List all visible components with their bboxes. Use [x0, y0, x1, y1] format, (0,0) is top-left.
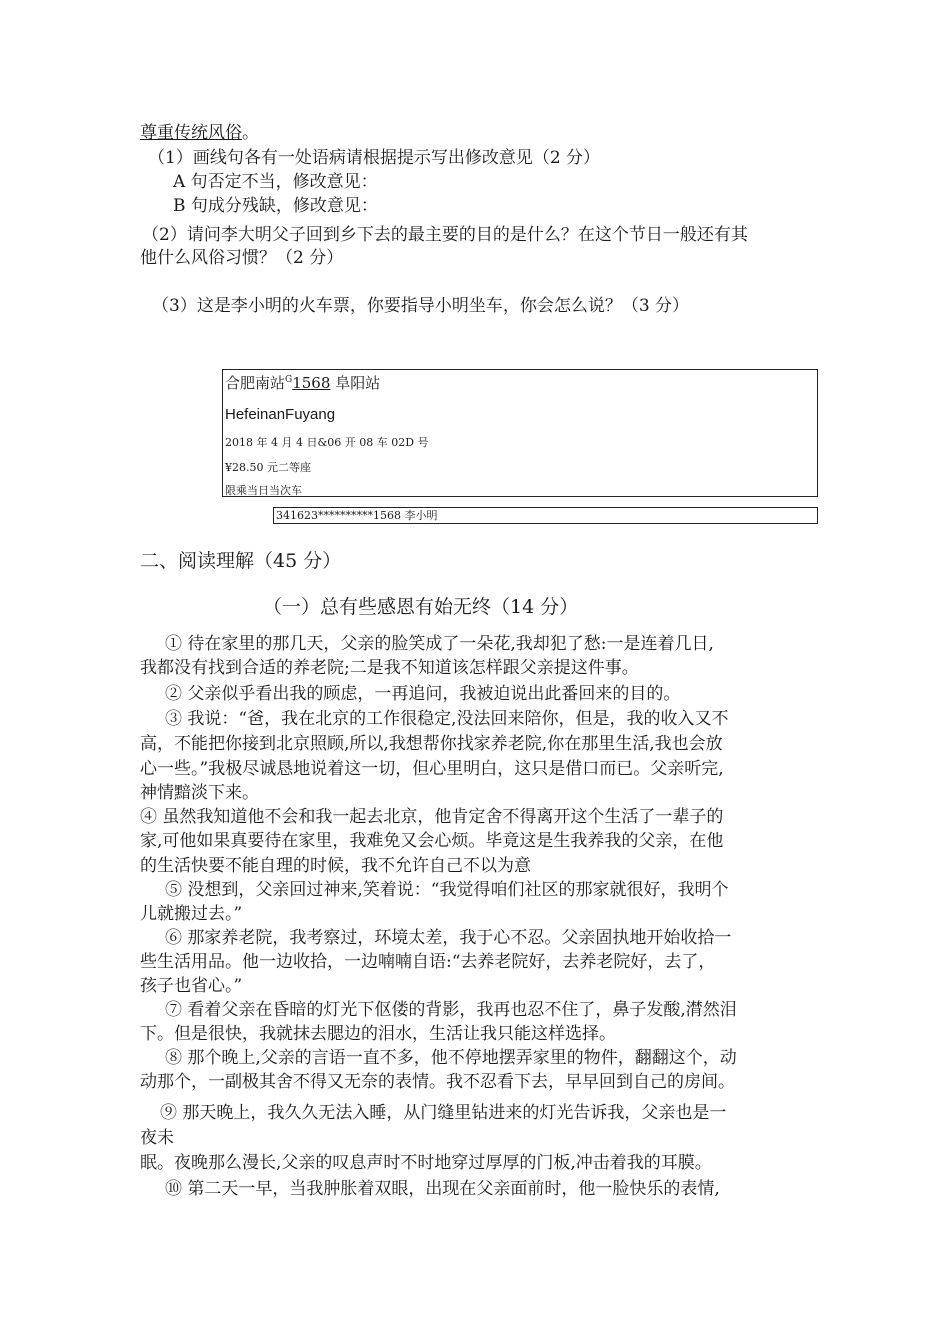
- passage-line: 动那个，一副极其舍不得又无奈的表情。我不忍看下去，早早回到自己的房间。: [140, 1072, 735, 1092]
- ticket-date-seat: 2018 年 4 月 4 日&06 开 08 车 02D 号: [225, 436, 429, 449]
- train-ticket: [222, 369, 818, 497]
- passage-line: ⑥ 那家养老院，我考察过，环境太差，我于心不忍。父亲固执地开始收拾一: [165, 928, 732, 948]
- ticket-id-line: 341623**********1568 李小明: [273, 507, 818, 524]
- underlined-sentence: 尊重传统风俗: [140, 123, 242, 143]
- ticket-from: 合肥南站: [225, 374, 286, 392]
- intro-line0-end: 。: [242, 123, 259, 143]
- passage-line: 的生活快要不能自理的时候，我不允许自己不以为意: [140, 856, 531, 876]
- passage-line: ⑨ 那天晚上，我久久无法入睡，从门缝里钻进来的灯光告诉我，父亲也是一: [160, 1103, 727, 1123]
- passage-line: 高，不能把你接到北京照顾,所以,我想帮你找家养老院,你在那里生活,我也会放: [140, 734, 723, 754]
- passage-line: ③ 我说：“爸，我在北京的工作很稳定,没法回来陪你，但是，我的收入又不: [165, 709, 729, 729]
- passage-line: ④ 虽然我知道他不会和我一起去北京，他肯定舍不得离开这个生活了一辈子的: [140, 807, 724, 827]
- question-2-line1: （2）请问李大明父子回到乡下去的最主要的目的是什么？在这个节日一般还有其: [142, 225, 748, 245]
- passage-line: ⑧ 那个晚上,父亲的言语一直不多，他不停地摆弄家里的物件，翻翻这个，动: [165, 1048, 737, 1068]
- question-2-line2: 他什么风俗习惯？（2 分）: [140, 248, 344, 268]
- passage-line: 神情黯淡下来。: [140, 783, 259, 803]
- ticket-route: [225, 372, 380, 393]
- question-1: （1）画线句各有一处语病请根据提示写出修改意见（2 分）: [148, 148, 601, 168]
- ticket-notice: 限乘当日当次车: [225, 484, 302, 497]
- passage-line: 儿就搬过去。”: [140, 904, 243, 924]
- passage-line: ⑩ 第二天一早，当我肿胀着双眼，出现在父亲面前时，他一脸快乐的表情,: [165, 1179, 720, 1199]
- passage-line: ② 父亲似乎看出我的顾虑，一再追问，我被迫说出此番回来的目的。: [165, 684, 681, 704]
- passage-line: 夜未: [140, 1128, 174, 1148]
- ticket-train-number: 1568: [292, 374, 331, 392]
- passage-line: 家,可他如果真要待在家里，我难免又会心烦。毕竟这是生我养我的父亲，在他: [140, 831, 724, 851]
- passage-title: （一）总有些感恩有始无终（14 分）: [263, 596, 579, 618]
- passage-line: 孩子也省心。”: [140, 976, 243, 996]
- passage-line: 我都没有找到合适的养老院;二是我不知道该怎样跟父亲提这件事。: [140, 658, 639, 678]
- question-1b: B 句成分残缺，修改意见：: [173, 196, 378, 216]
- question-3: （3）这是李小明的火车票，你要指导小明坐车，你会怎么说？（3 分）: [152, 296, 690, 316]
- passage-line: 心一些。”我极尽诚恳地说着这一切，但心里明白，这只是借口而已。父亲听完,: [140, 759, 724, 779]
- passage-line: 些生活用品。他一边收拾，一边喃喃自语:“去养老院好，去养老院好，去了，: [140, 952, 716, 972]
- passage-line: 下。但是很快，我就抹去腮边的泪水，生活让我只能这样选择。: [140, 1024, 616, 1044]
- passage-line: ⑦ 看着父亲在昏暗的灯光下伛偻的背影，我再也忍不住了，鼻子发酸,潸然泪: [165, 1000, 737, 1020]
- passage-line: ① 待在家里的那几天，父亲的脸笑成了一朵花,我却犯了愁:一是连着几日,: [165, 634, 714, 654]
- ticket-price: ¥28.50 元二等座: [225, 461, 311, 474]
- intro-line0: [140, 122, 259, 144]
- passage-line: 眠。夜晚那么漫长,父亲的叹息声时不时地穿过厚厚的门板,冲击着我的耳膜。: [140, 1153, 712, 1173]
- ticket-to: 阜阳站: [335, 374, 381, 392]
- ticket-train-prefix: G: [285, 375, 293, 385]
- ticket-pinyin: HefeinanFuyang: [225, 406, 336, 423]
- question-1a: A 句否定不当，修改意见：: [173, 172, 378, 192]
- passage-line: ⑤ 没想到，父亲回过神来,笑着说：“我觉得咱们社区的那家就很好，我明个: [165, 880, 729, 900]
- section-title: 二、阅读理解（45 分）: [140, 550, 342, 572]
